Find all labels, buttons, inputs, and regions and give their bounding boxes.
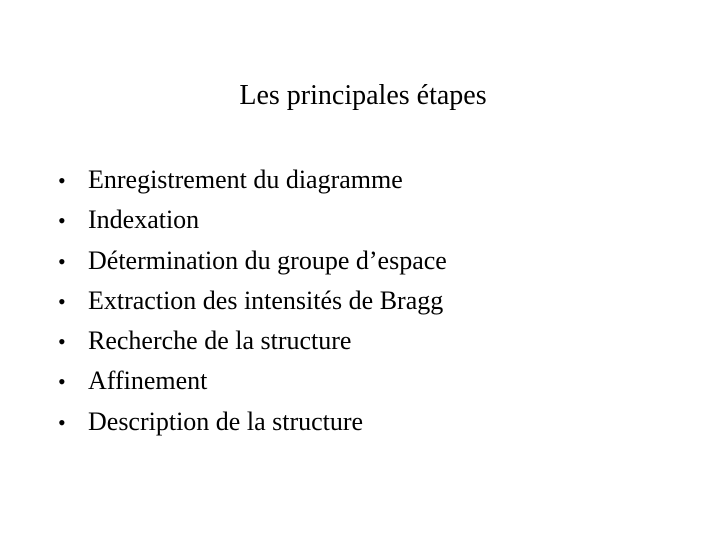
- list-item: [58, 402, 447, 442]
- list-item-label: Extraction des intensités de Bragg: [88, 285, 444, 315]
- list-item-label: Affinement: [88, 366, 208, 396]
- list-item: [58, 361, 447, 401]
- bullet-icon: •: [58, 248, 66, 274]
- bullet-list: [58, 160, 447, 442]
- list-item-label: Description de la structure: [88, 406, 364, 436]
- list-item: [58, 241, 447, 281]
- bullet-icon: •: [58, 329, 66, 355]
- bullet-icon: •: [58, 208, 66, 234]
- bullet-icon: •: [58, 168, 66, 193]
- slide-title: Les principales étapes: [239, 80, 487, 111]
- bullet-icon: •: [58, 288, 66, 314]
- list-item: [58, 160, 447, 200]
- bullet-icon: •: [58, 409, 66, 435]
- list-item-label: Recherche de la structure: [88, 326, 352, 356]
- list-item-label: Détermination du groupe d’espace: [88, 245, 447, 275]
- list-item-label: Enregistrement du diagramme: [88, 165, 403, 194]
- list-item: [58, 281, 447, 321]
- bullet-icon: •: [58, 369, 66, 395]
- list-item: [58, 200, 447, 240]
- list-item-label: Indexation: [88, 205, 200, 235]
- list-item: [58, 321, 447, 361]
